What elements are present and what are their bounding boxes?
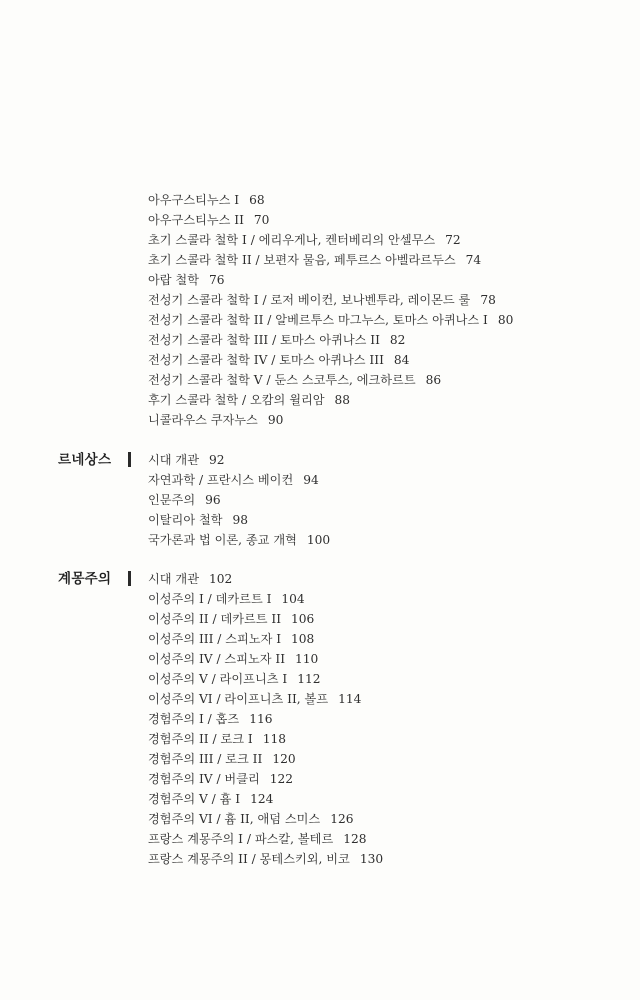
toc-entry-title: 경험주의 V / 흄 I <box>148 792 241 806</box>
toc-entry <box>148 490 618 510</box>
section-divider-bar <box>128 571 131 586</box>
toc-entry <box>148 410 618 430</box>
toc-entry-title: 이성주의 V / 라이프니츠 I <box>148 672 288 686</box>
toc-entry-title: 니콜라우스 쿠자누스 <box>148 413 258 427</box>
toc-entry-list <box>148 450 618 550</box>
toc-entry-title: 인문주의 <box>148 493 196 507</box>
toc-entry-page-number: 102 <box>208 572 233 586</box>
toc-entry-title: 국가론과 법 이론, 종교 개혁 <box>148 533 297 547</box>
section-divider-bar <box>128 452 131 467</box>
toc-entry-page-number: 80 <box>497 313 514 327</box>
toc-entry-title: 전성기 스콜라 철학 III / 토마스 아퀴나스 II <box>148 333 380 347</box>
toc-entry-page-number: 96 <box>205 493 221 507</box>
toc-entry-page-number: 98 <box>232 513 249 527</box>
toc-entry-title: 이성주의 III / 스피노자 I <box>148 632 282 646</box>
toc-entry <box>148 669 618 689</box>
toc-entry-title: 자연과학 / 프란시스 베이컨 <box>148 473 294 487</box>
toc-entry-title: 전성기 스콜라 철학 V / 둔스 스코투스, 에크하르트 <box>148 373 416 387</box>
toc-entry <box>148 470 618 490</box>
toc-entry <box>148 190 618 210</box>
toc-entry <box>148 629 618 649</box>
toc-entry-page-number: 100 <box>306 533 331 547</box>
toc-entry-title: 후기 스콜라 철학 / 오캄의 윌리암 <box>148 393 325 407</box>
toc-entry-title: 이성주의 I / 데카르트 I <box>148 592 272 606</box>
toc-entry-page-number: 90 <box>267 413 284 427</box>
toc-entry-page-number: 92 <box>208 453 225 467</box>
toc-entry <box>148 649 618 669</box>
toc-entry-page-number: 124 <box>250 792 274 806</box>
toc-entry-page-number: 106 <box>291 612 315 626</box>
toc-entry <box>148 210 618 230</box>
toc-entry-page-number: 68 <box>249 193 265 207</box>
toc-entry <box>148 789 618 809</box>
toc-entry-title: 아우구스티누스 I <box>148 193 240 207</box>
toc-entry-page-number: 126 <box>330 812 354 826</box>
toc-entry-title: 이탈리아 철학 <box>148 513 223 527</box>
toc-entry-page-number: 130 <box>359 852 384 866</box>
toc-entry-page-number: 122 <box>269 772 294 786</box>
toc-entry-title: 경험주의 IV / 버클리 <box>148 772 260 786</box>
toc-entry <box>148 390 618 410</box>
toc-entry-title: 초기 스콜라 철학 I / 에리우게나, 켄터베리의 안셀무스 <box>148 233 436 247</box>
toc-entry-page-number: 70 <box>253 213 270 227</box>
toc-entry-page-number: 120 <box>272 752 296 766</box>
toc-entry-title: 시대 개관 <box>148 572 199 586</box>
toc-entry <box>148 250 618 270</box>
toc-entry-page-number: 112 <box>297 672 321 686</box>
toc-entry-page-number: 74 <box>465 253 482 267</box>
toc-entry <box>148 849 618 869</box>
toc-entry-title: 이성주의 IV / 스피노자 II <box>148 652 286 666</box>
toc-entry <box>148 510 618 530</box>
toc-entry-page-number: 118 <box>262 732 286 746</box>
toc-entry-title: 프랑스 계몽주의 I / 파스칼, 볼테르 <box>148 832 334 846</box>
toc-entry-title: 프랑스 계몽주의 II / 몽테스키외, 비코 <box>148 852 350 866</box>
toc-entry-page-number: 72 <box>445 233 461 247</box>
toc-entry <box>148 829 618 849</box>
section-heading: 계몽주의 <box>58 571 112 587</box>
toc-entry <box>148 589 618 609</box>
toc-entry <box>148 609 618 629</box>
toc-entry-title: 경험주의 VI / 흄 II, 애덤 스미스 <box>148 812 321 826</box>
toc-entry-page-number: 76 <box>208 273 225 287</box>
toc-entry <box>148 290 618 310</box>
toc-entry-title: 전성기 스콜라 철학 II / 알베르투스 마그누스, 토마스 아퀴나스 I <box>148 313 488 327</box>
toc-entry-page-number: 94 <box>303 473 319 487</box>
toc-entry-title: 경험주의 III / 로크 II <box>148 752 263 766</box>
toc-entry-page-number: 116 <box>249 712 273 726</box>
toc-entry-title: 아랍 철학 <box>148 273 199 287</box>
toc-entry-title: 경험주의 II / 로크 I <box>148 732 253 746</box>
toc-entry-list <box>148 190 618 430</box>
toc-entry-title: 전성기 스콜라 철학 IV / 토마스 아퀴나스 III <box>148 353 384 367</box>
toc-entry <box>148 809 618 829</box>
toc-entry <box>148 530 618 550</box>
toc-entry <box>148 569 618 589</box>
toc-entry-page-number: 84 <box>393 353 410 367</box>
toc-entry-title: 경험주의 I / 홉즈 <box>148 712 240 726</box>
toc-entry <box>148 769 618 789</box>
toc-entry-page-number: 128 <box>343 832 367 846</box>
toc-entry-page-number: 108 <box>291 632 315 646</box>
toc-entry <box>148 450 618 470</box>
toc-entry-page-number: 110 <box>295 652 319 666</box>
toc-entry-title: 시대 개관 <box>148 453 199 467</box>
toc-entry <box>148 370 618 390</box>
toc-entry <box>148 330 618 350</box>
toc-entry <box>148 689 618 709</box>
toc-entry-title: 전성기 스콜라 철학 I / 로저 베이컨, 보나벤투라, 레이몬드 룰 <box>148 293 471 307</box>
toc-entry-page-number: 82 <box>389 333 406 347</box>
toc-entry <box>148 709 618 729</box>
toc-entry-page-number: 104 <box>281 592 305 606</box>
toc-entry <box>148 749 618 769</box>
toc-entry-page-number: 86 <box>425 373 442 387</box>
toc-entry-page-number: 114 <box>338 692 362 706</box>
toc-entry-title: 초기 스콜라 철학 II / 보편자 물음, 페투르스 아벨라르두스 <box>148 253 456 267</box>
toc-entry-list <box>148 569 618 869</box>
toc-entry <box>148 310 618 330</box>
toc-entry <box>148 230 618 250</box>
section-heading: 르네상스 <box>58 452 112 468</box>
toc-entry <box>148 350 618 370</box>
toc-entry-title: 아우구스티누스 II <box>148 213 244 227</box>
toc-entry <box>148 270 618 290</box>
toc-entry <box>148 729 618 749</box>
toc-entry-page-number: 88 <box>334 393 351 407</box>
toc-entry-title: 이성주의 II / 데카르트 II <box>148 612 282 626</box>
toc-entry-title: 이성주의 VI / 라이프니츠 II, 볼프 <box>148 692 329 706</box>
toc-entry-page-number: 78 <box>480 293 496 307</box>
